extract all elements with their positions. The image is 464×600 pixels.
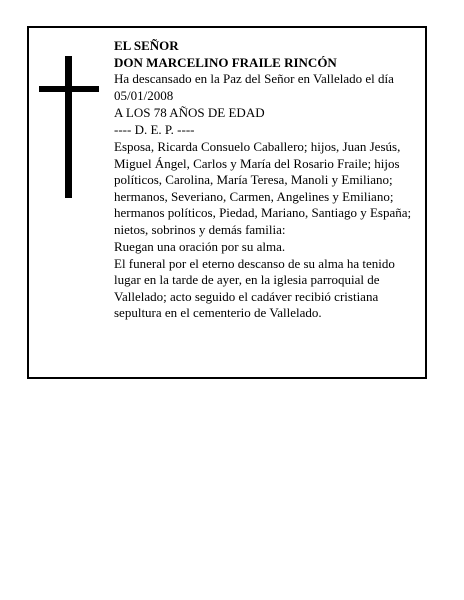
cross-horizontal-bar [39, 86, 99, 92]
age-line: A LOS 78 AÑOS DE EDAD [114, 105, 265, 120]
prayer-request: Ruegan una oración por su alma. [114, 239, 286, 254]
rip-line: ---- D. E. P. ---- [114, 121, 195, 137]
cross-vertical-bar [65, 56, 72, 198]
cross-icon [39, 56, 99, 198]
rest-statement: Ha descansado en la Paz del Señor en Vallelado el día 05/01/2008 [114, 71, 394, 103]
funeral-details: El funeral por el eterno descanso de su alma ha tenido lugar en la tarde de ayer, en la iglesia parroquial de Vallelado; acto seguido el cadáver recibió cristiana sepultura en el cementerio de Vallelado. [114, 255, 395, 320]
notice-text [114, 38, 419, 322]
title-honorific: EL SEÑOR [114, 38, 179, 53]
family-list: Esposa, Ricarda Consuelo Caballero; hijos, Juan Jesús, Miguel Ángel, Carlos y María del Rosario Fraile; hijos políticos, Carolina, María Teresa, Manoli y Emiliano; hermanos, Severiano, Carmen, Angelines y Emiliano; hermanos políticos, Piedad, Mariano, Santiago y España; nietos, sobrinos y demás familia: [114, 139, 412, 237]
deceased-name: DON MARCELINO FRAILE RINCÓN [114, 54, 337, 70]
obituary-notice [27, 26, 427, 379]
